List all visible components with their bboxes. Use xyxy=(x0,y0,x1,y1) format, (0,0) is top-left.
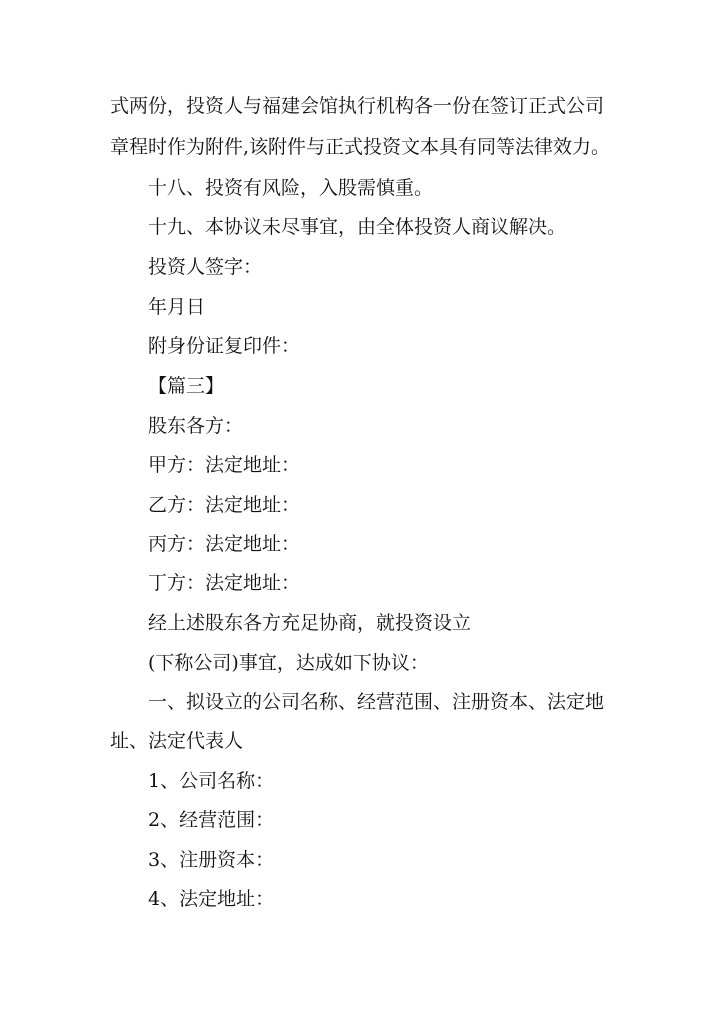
section-heading: 【篇三】 xyxy=(148,375,225,397)
party-c-line: 丙方：法定地址： xyxy=(148,533,301,555)
paragraph-line: 式两份，投资人与福建会馆执行机构各一份在签订正式公司 xyxy=(110,95,605,117)
item-business-scope: 2、经营范围： xyxy=(148,809,275,831)
item-company-name: 1、公司名称： xyxy=(148,770,275,792)
party-a-line: 甲方：法定地址： xyxy=(148,454,301,476)
clause-18: 十八、投资有风险，入股需慎重。 xyxy=(148,177,434,199)
item-legal-address: 4、法定地址： xyxy=(148,888,275,910)
party-d-line: 丁方：法定地址： xyxy=(148,572,301,594)
clause-19: 十九、本协议未尽事宜，由全体投资人商议解决。 xyxy=(148,216,567,238)
item-registered-capital: 3、注册资本： xyxy=(148,849,275,871)
paragraph-line: 章程时作为附件,该附件与正式投资文本具有同等法律效力。 xyxy=(110,136,611,158)
paragraph-line: (下称公司)事宜，达成如下协议： xyxy=(148,652,429,674)
paragraph-line: 经上述股东各方充足协商，就投资设立 xyxy=(148,612,472,634)
party-b-line: 乙方：法定地址： xyxy=(148,494,301,516)
clause-1: 一、拟设立的公司名称、经营范围、注册资本、法定地 xyxy=(148,691,605,713)
date-label: 年月日 xyxy=(148,296,206,318)
investor-signature-label: 投资人签字： xyxy=(148,256,263,278)
paragraph-line: 址、法定代表人 xyxy=(110,730,244,752)
shareholders-label: 股东各方： xyxy=(148,415,244,437)
id-copy-label: 附身份证复印件： xyxy=(148,335,301,357)
